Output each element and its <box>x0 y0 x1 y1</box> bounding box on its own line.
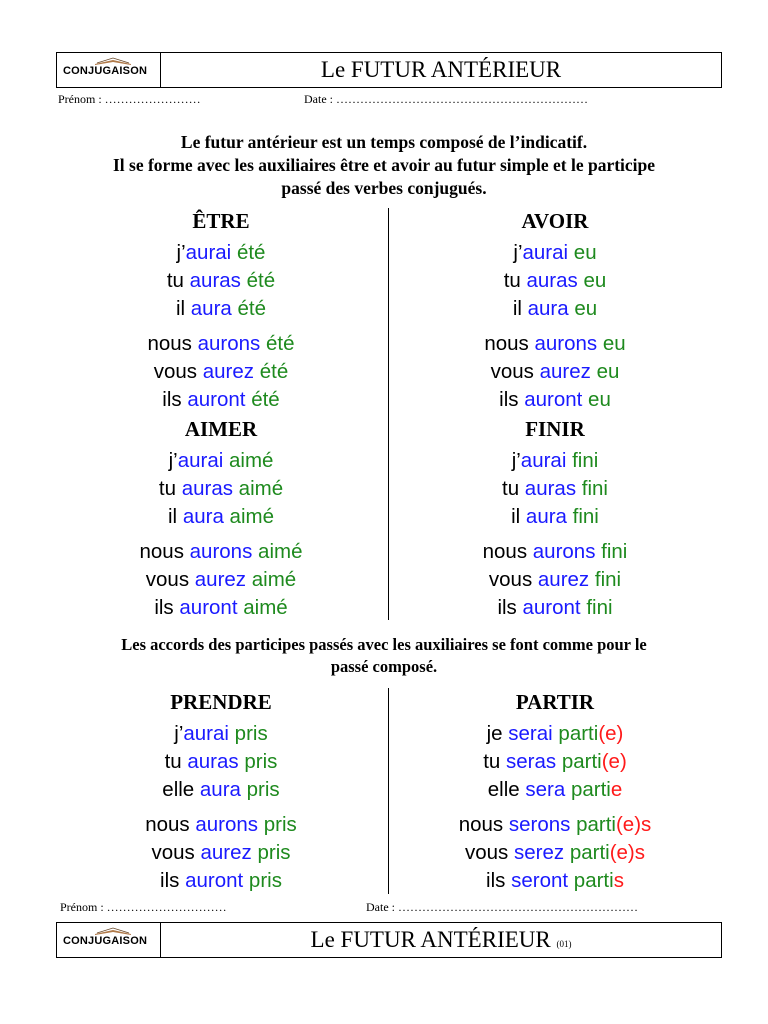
participle: eu <box>574 297 598 320</box>
intro-line: Il se forme avec les auxiliaires être et avoir au futur simple et le participe <box>112 155 656 175</box>
pronoun: tu <box>483 750 506 773</box>
conjugation-line <box>56 475 386 503</box>
pronoun: je <box>486 722 509 745</box>
pronoun: nous <box>145 813 196 836</box>
prenom-field: Prénom : …………………… <box>58 92 201 106</box>
pronoun: j’ <box>168 449 178 472</box>
pronoun: j’ <box>176 241 186 264</box>
conjugation-line <box>390 239 720 267</box>
pronoun: vous <box>490 360 540 383</box>
conjugaison-logo <box>57 923 161 957</box>
pronoun: nous <box>482 540 533 563</box>
conjugation-line <box>56 503 386 531</box>
conjugaison-logo <box>57 53 161 87</box>
intro-text <box>40 131 728 200</box>
participle: pris <box>263 813 297 836</box>
auxiliary: seront <box>511 869 569 892</box>
conjugation-line <box>56 447 386 475</box>
pronoun: ils <box>486 869 512 892</box>
participle: parti <box>561 750 602 773</box>
pronoun: j’ <box>174 722 184 745</box>
auxiliary: auront <box>179 596 238 619</box>
participle: fini <box>572 449 599 472</box>
participle: été <box>246 269 276 292</box>
participle: eu <box>573 241 597 264</box>
participle: pris <box>244 750 278 773</box>
auxiliary: aura <box>199 778 241 801</box>
conjugation-line <box>390 720 720 748</box>
verb-title: ÊTRE <box>192 209 250 233</box>
participle: été <box>236 241 266 264</box>
conjugation-line <box>390 538 720 566</box>
auxiliary: auront <box>185 869 244 892</box>
accord-line: passé composé. <box>330 657 438 676</box>
participle: fini <box>601 540 628 563</box>
agreement: e <box>610 778 623 801</box>
conjugation-line <box>56 748 386 776</box>
auxiliary: auras <box>181 477 233 500</box>
page-number: (01) <box>556 939 572 949</box>
logo-text: CONJUGAISON <box>63 65 148 77</box>
verb-block-finir <box>390 417 720 622</box>
pronoun: nous <box>484 332 535 355</box>
conjugation-line <box>56 776 386 804</box>
conjugation-line <box>390 358 720 386</box>
intro-line: Le futur antérieur est un temps composé de l’indicatif. <box>180 132 588 152</box>
participle: pris <box>248 869 282 892</box>
auxiliary: auras <box>187 750 239 773</box>
auxiliary: aurons <box>195 813 259 836</box>
footer-date-field: Date : …………………………………………………… <box>366 900 638 914</box>
participle: pris <box>234 722 268 745</box>
conjugation-line <box>390 776 720 804</box>
agreement: s <box>613 869 624 892</box>
participle: pris <box>246 778 280 801</box>
auxiliary: aura <box>190 297 232 320</box>
pronoun: ils <box>162 388 188 411</box>
spacer <box>56 323 386 330</box>
auxiliary: aurez <box>537 568 590 591</box>
conjugation-line <box>56 239 386 267</box>
participle: eu <box>588 388 611 411</box>
conjugation-line <box>56 566 386 594</box>
auxiliary: aurons <box>189 540 253 563</box>
footer-prenom-field: Prénom : ………………………… <box>60 900 227 914</box>
conjugation-line <box>390 748 720 776</box>
pronoun: il <box>175 297 191 320</box>
pronoun: elle <box>162 778 200 801</box>
auxiliary: aurons <box>534 332 598 355</box>
auxiliary: aurai <box>185 241 232 264</box>
conjugation-line <box>390 267 720 295</box>
intro-line: passé des verbes conjugués. <box>281 178 487 198</box>
verb-title: FINIR <box>525 417 585 441</box>
auxiliary: aurez <box>202 360 255 383</box>
conjugation-line <box>390 867 720 895</box>
auxiliary: aurai <box>177 449 224 472</box>
conjugation-line <box>56 720 386 748</box>
verb-block-partir <box>390 690 720 895</box>
pronoun: nous <box>147 332 198 355</box>
pronoun: vous <box>151 841 201 864</box>
conjugation-line <box>56 386 386 414</box>
pronoun: il <box>512 297 528 320</box>
page-title: Le FUTUR ANTÉRIEUR <box>320 57 562 82</box>
pronoun: il <box>511 505 526 528</box>
accord-note <box>40 634 728 678</box>
pronoun: nous <box>139 540 190 563</box>
verb-title: PARTIR <box>515 690 595 714</box>
pronoun: j’ <box>513 241 523 264</box>
auxiliary: sera <box>525 778 566 801</box>
pronoun: vous <box>488 568 538 591</box>
verb-block-aimer <box>56 417 386 622</box>
auxiliary: aura <box>527 297 569 320</box>
conjugation-line <box>56 267 386 295</box>
agreement: (e) <box>598 722 624 745</box>
participle: fini <box>581 477 608 500</box>
participle: parti <box>576 813 616 836</box>
pronoun: ils <box>499 388 525 411</box>
pronoun: tu <box>166 269 190 292</box>
auxiliary: serons <box>508 813 571 836</box>
participle: aimé <box>243 596 288 619</box>
auxiliary: aurai <box>520 449 567 472</box>
agreement: (e)s <box>609 841 646 864</box>
auxiliary: aurai <box>522 241 569 264</box>
participle: fini <box>586 596 613 619</box>
conjugation-line <box>390 330 720 358</box>
spacer <box>56 531 386 538</box>
participle: aimé <box>229 505 274 528</box>
participle: été <box>237 297 267 320</box>
column-divider <box>388 688 389 894</box>
auxiliary: aura <box>525 505 567 528</box>
pronoun: il <box>168 505 183 528</box>
conjugation-line <box>390 811 720 839</box>
top-header <box>56 52 722 88</box>
pronoun: tu <box>158 477 182 500</box>
conjugation-line <box>390 839 720 867</box>
pronoun: j’ <box>511 449 521 472</box>
auxiliary: aurons <box>197 332 261 355</box>
pronoun: tu <box>502 477 525 500</box>
conjugation-line <box>390 295 720 323</box>
participle: eu <box>583 269 607 292</box>
participle: eu <box>596 360 620 383</box>
auxiliary: aurons <box>532 540 596 563</box>
pronoun: vous <box>145 568 195 591</box>
conjugation-line <box>56 358 386 386</box>
conjugation-line <box>390 566 720 594</box>
column-divider <box>388 208 389 620</box>
conjugation-line <box>390 447 720 475</box>
auxiliary: aurez <box>200 841 252 864</box>
pronoun: vous <box>464 841 514 864</box>
auxiliary: serez <box>513 841 565 864</box>
participle: été <box>251 388 280 411</box>
verb-block-etre <box>56 209 386 414</box>
conjugation-line <box>56 811 386 839</box>
participle: aimé <box>238 477 284 500</box>
participle: fini <box>594 568 622 591</box>
auxiliary: aurai <box>183 722 229 745</box>
auxiliary: auras <box>526 269 578 292</box>
spacer <box>390 323 720 330</box>
participle: aimé <box>251 568 297 591</box>
verb-title: PRENDRE <box>170 690 272 714</box>
participle: fini <box>572 505 599 528</box>
participle: parti <box>570 778 611 801</box>
conjugation-line <box>390 386 720 414</box>
conjugation-line <box>56 538 386 566</box>
verb-block-prendre <box>56 690 386 895</box>
auxiliary: serai <box>508 722 553 745</box>
footer-title-text: Le FUTUR ANTÉRIEUR <box>310 927 551 952</box>
verb-block-avoir <box>390 209 720 414</box>
participle: aimé <box>228 449 274 472</box>
accord-line: Les accords des participes passés avec les auxiliaires se font comme pour le <box>121 635 647 654</box>
conjugation-line <box>56 594 386 622</box>
auxiliary: auront <box>522 596 581 619</box>
participle: aimé <box>258 540 303 563</box>
pronoun: elle <box>487 778 526 801</box>
spacer <box>56 804 386 811</box>
auxiliary: auront <box>524 388 583 411</box>
conjugation-line <box>56 330 386 358</box>
conjugation-line <box>390 594 720 622</box>
pronoun: ils <box>154 596 180 619</box>
verb-title: AIMER <box>184 417 258 441</box>
conjugation-line <box>390 503 720 531</box>
conjugation-line <box>56 295 386 323</box>
pronoun: nous <box>458 813 509 836</box>
conjugation-line <box>390 475 720 503</box>
auxiliary: auras <box>524 477 577 500</box>
spacer <box>390 531 720 538</box>
date-field: Date : ……………………………………………………… <box>304 92 588 106</box>
pronoun: tu <box>503 269 527 292</box>
auxiliary: aura <box>182 505 224 528</box>
footer-title <box>161 923 721 957</box>
logo-text: CONJUGAISON <box>63 935 148 947</box>
auxiliary: aurez <box>194 568 247 591</box>
spacer <box>390 804 720 811</box>
agreement: (e) <box>601 750 627 773</box>
agreement: (e)s <box>615 813 652 836</box>
participle: eu <box>602 332 626 355</box>
pronoun: tu <box>164 750 188 773</box>
participle: pris <box>257 841 291 864</box>
conjugation-line <box>56 867 386 895</box>
pronoun: vous <box>153 360 203 383</box>
auxiliary: aurez <box>539 360 591 383</box>
auxiliary: seras <box>506 750 557 773</box>
participle: été <box>259 360 289 383</box>
verb-title: AVOIR <box>521 209 589 233</box>
auxiliary: auront <box>187 388 246 411</box>
conjugation-line <box>56 839 386 867</box>
pronoun: ils <box>497 596 523 619</box>
bottom-header <box>56 922 722 958</box>
pronoun: ils <box>160 869 186 892</box>
participle: parti <box>573 869 614 892</box>
participle: parti <box>569 841 610 864</box>
participle: été <box>266 332 295 355</box>
participle: parti <box>558 722 599 745</box>
auxiliary: auras <box>189 269 241 292</box>
